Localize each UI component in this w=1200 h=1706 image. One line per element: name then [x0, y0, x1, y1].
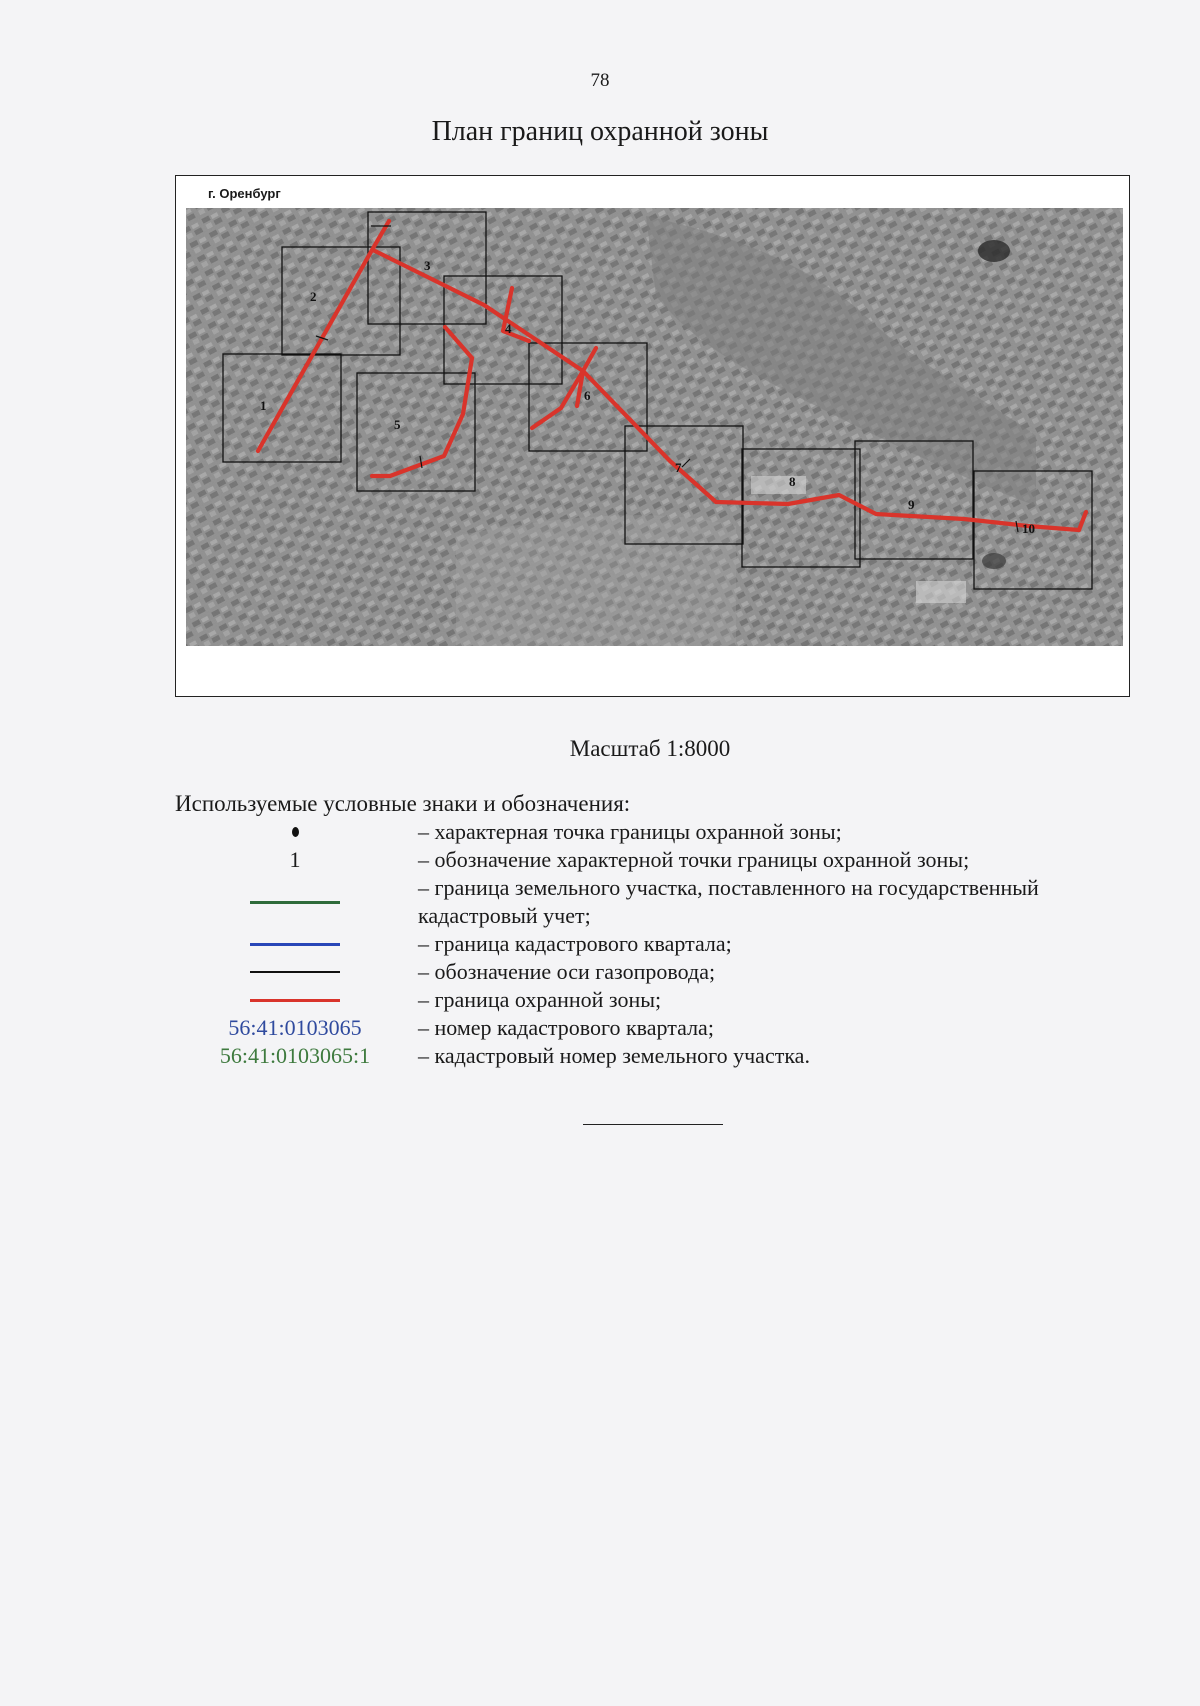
map-scale: Масштаб 1:8000	[569, 736, 731, 761]
legend-item-text: – граница охранной зоны;	[418, 987, 662, 1012]
legend-item-quarter-boundary	[175, 930, 1135, 958]
legend-item-text: – обозначение характерной точки границы охранной зоны;	[418, 847, 970, 872]
sheet-label-10: 10	[1022, 521, 1035, 536]
legend-item-text: – кадастровый номер земельного участка.	[418, 1043, 810, 1068]
sheet-label-2: 2	[310, 289, 317, 304]
end-divider	[583, 1124, 723, 1125]
legend-item-text: – граница земельного участка, поставленного на государственный кадастровый учет;	[418, 875, 1039, 928]
legend	[175, 818, 1135, 1070]
legend-item-pipeline-axis	[175, 958, 1135, 986]
legend-heading: Используемые условные знаки и обозначения:	[175, 791, 631, 816]
page-number: 78	[590, 70, 610, 91]
legend-item-boundary-point	[175, 818, 1135, 846]
point-number-sample: 1	[289, 847, 301, 872]
cadastral-number-sample: 56:41:0103065:1	[219, 1043, 371, 1068]
legend-item-text: – номер кадастрового квартала;	[418, 1015, 714, 1040]
red-line-icon	[250, 999, 340, 1002]
legend-item-text: – обозначение оси газопровода;	[418, 959, 716, 984]
legend-item-text: – граница кадастрового квартала;	[418, 931, 732, 956]
legend-item-quarter-number	[175, 1014, 1135, 1042]
blue-line-icon	[250, 943, 340, 946]
sheet-label-7: 7	[675, 460, 682, 475]
point-dot-icon	[292, 827, 299, 837]
map-frame	[175, 175, 1130, 697]
legend-item-zone-boundary	[175, 986, 1135, 1014]
sheet-label-3: 3	[424, 258, 431, 273]
map-city-label: г. Оренбург	[208, 186, 281, 201]
page-title: План границ охранной зоны	[431, 116, 769, 147]
sheet-label-6: 6	[584, 388, 591, 403]
sheet-label-4: 4	[505, 321, 512, 336]
sheet-label-8: 8	[789, 474, 796, 489]
sheet-label-9: 9	[908, 497, 915, 512]
legend-item-point-designation	[175, 846, 1135, 874]
quarter-number-sample: 56:41:0103065	[228, 1015, 362, 1040]
aerial-photo	[186, 208, 1123, 646]
legend-item-cadastral-number	[175, 1042, 1135, 1070]
legend-item-land-plot-boundary	[175, 874, 1135, 930]
sheet-label-5: 5	[394, 417, 401, 432]
black-line-icon	[250, 971, 340, 973]
aerial-map	[176, 176, 1131, 698]
sheet-label-1: 1	[260, 398, 267, 413]
legend-item-text: – характерная точка границы охранной зоны;	[418, 819, 842, 844]
green-line-icon	[250, 901, 340, 904]
